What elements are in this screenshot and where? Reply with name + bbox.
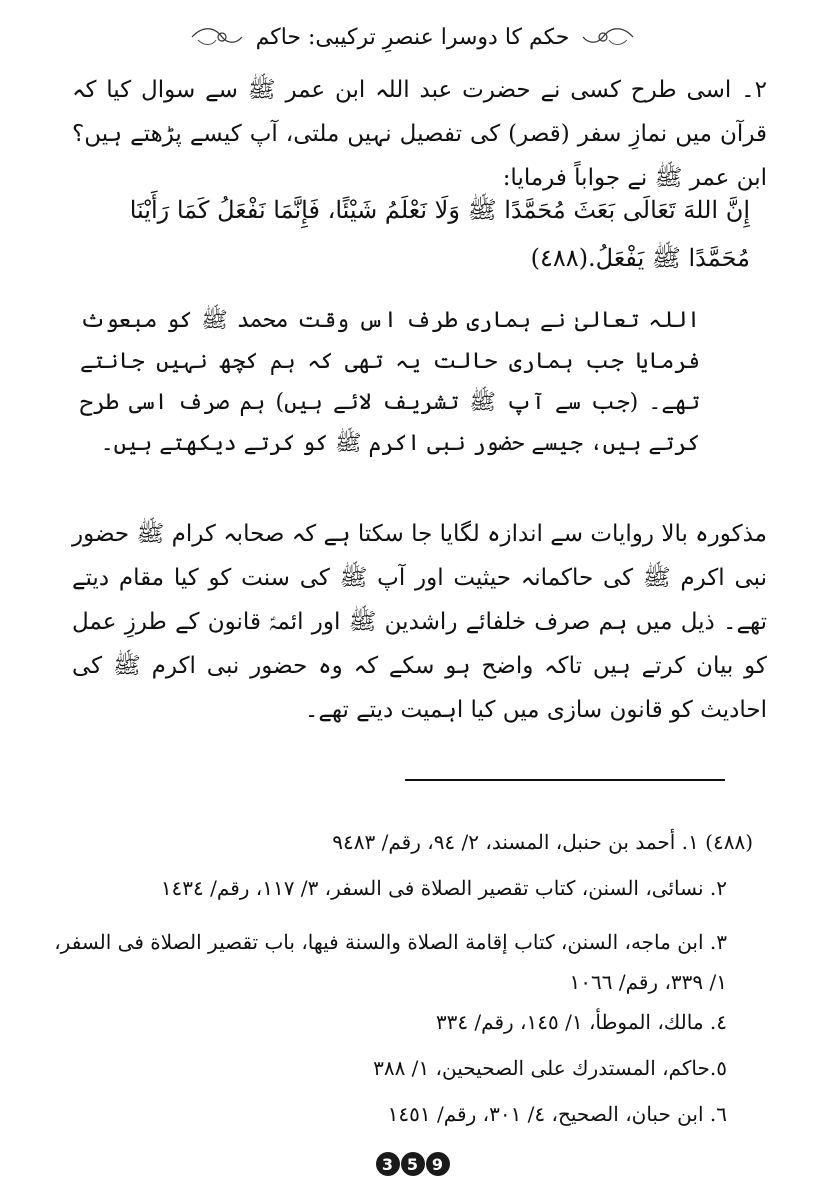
- footnote: ٣. ابن ماجه، السنن، كتاب إقامة الصلاة والسنة فيها، باب تقصير الصلاة فى السفر، ١/ ٣٣٩، رقم/ ١٠٦٦: [54, 930, 727, 994]
- body-paragraph: ۲۔ اسی طرح کسی نے حضرت عبد اللہ ابن عمر ﷺ سے سوال کیا کہ قرآن میں نمازِ سفر (قصر) کی تفصیل نہیں ملتی، آپ کیسے پڑھتے ہیں؟ ابن عمر ﷺ نے جواباً فرمایا:: [72, 77, 767, 191]
- footnote: ٦. ابن حبان، الصحيح، ٤/ ٣٠١، رقم/ ١٤٥١: [387, 1102, 727, 1126]
- footnote: (٤٨٨) ١. أحمد بن حنبل، المسند، ٢/ ٩٤، رقم/ ٩٤٨٣: [332, 830, 753, 854]
- quote-translation: اللہ تعالیٰ نے ہماری طرف اس وقت محمد ﷺ کو مبعوث فرمایا جب ہماری حالت یہ تھی کہ ہم کچھ نہیں جانتے تھے۔ (جب سے آپ ﷺ تشریف لائے ہیں) ہم صرف اسی طرح کرتے ہیں، جیسے حضور نبی اکرم ﷺ کو کرتے دیکھتے ہیں۔: [80, 308, 700, 456]
- footnote-separator: [405, 779, 725, 781]
- page-number: [0, 1152, 825, 1176]
- arabic-quote: إِنَّ اللهَ تَعَالَى بَعَثَ مُحَمَّدًا ﷺ وَلَا نَعْلَمُ شَيْئًا، فَإِنَّمَا نَفْعَلُ كَمَا رَأَيْنَا مُحَمَّدًا ﷺ يَفْعَلُ.(٤٨٨): [129, 196, 750, 272]
- body-paragraph: مذکورہ بالا روایات سے اندازہ لگایا جا سکتا ہے کہ صحابہ کرام ﷺ حضور نبی اکرم ﷺ کی حاکمانہ حیثیت اور آپ ﷺ کی سنت کو کیا مقام دیتے تھے۔ ذیل میں ہم صرف خلفائے راشدین ﷺ اور ائمہؑ قانون کے طرزِ عمل کو بیان کرتے ہیں تاکہ واضح ہو سکے کہ وہ حضور نبی اکرم ﷺ کی احادیث کو قانون سازی میں کیا اہمیت دیتے تھے۔: [72, 521, 767, 723]
- page-number-digit: 9: [426, 1152, 450, 1176]
- page-number-digit: 5: [401, 1152, 425, 1176]
- running-header: [0, 24, 825, 50]
- footnote: ٤. مالك، الموطأ، ١/ ١٤٥، رقم/ ٣٣٤: [435, 1010, 727, 1034]
- header-title: حکم کا دوسرا عنصرِ ترکیبی: حاکم: [255, 24, 570, 50]
- floral-ornament-icon: [188, 24, 246, 50]
- footnote: ٥.حاكم، المستدرك على الصحيحين، ١/ ٣٨٨: [373, 1056, 727, 1080]
- page-number-digit: 3: [376, 1152, 400, 1176]
- footnote: ٢. نسائى، السنن، كتاب تقصير الصلاة فى السفر، ٣/ ١١٧، رقم/ ١٤٣٤: [160, 876, 727, 900]
- floral-ornament-icon: [579, 24, 637, 50]
